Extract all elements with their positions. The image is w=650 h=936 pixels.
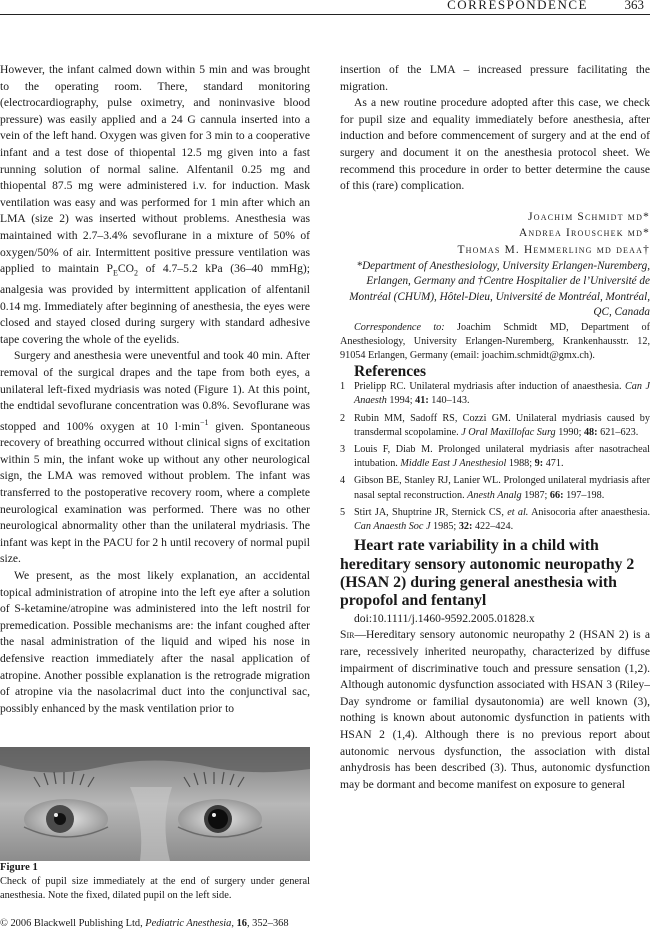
paragraph: insertion of the LMA – increased pressure facilitating the migration. [340,63,650,93]
figure-caption: Check of pupil size immediately at the end of surgery under general anesthesia. Note the fixed, dilated pupil on the left side. [0,876,310,901]
paragraph: Surgery and anesthesia were uneventful and took 40 min. After removal of the surgical drapes and the tape from both eyes, a unilateral left-fixed mydriasis was noted (Figure 1). At this point, the endtidal sevoflurane concentration was 0.8%. Sevoflurane was stopped and 100% oxygen at 10 $l\cdot\min^{-1}$ given. Spontaneous recovery of breathing occurred without clinical signs of excitation within 5 min, the infant woke up without any other neurological sign, the LMA was removed without problem. The infant was transferred to the postoperative recovery room, where a complete neurological examination was performed. There was no other neurological abnormality other than the unilateral mydriasis. The infant was kept in the PACU for 2 h until recovery of normal pupil size. [0,349,310,566]
page-footer: © 2006 Blackwell Publishing Ltd, Pediatric Anesthesia, 16, 352–368 [0,918,289,929]
header-page-number: 363 [624,0,644,12]
header-rule [0,14,650,15]
author-signatures [340,209,650,259]
author-signature: Joachim Schmidt md* [528,210,650,223]
paragraph: Sir—Hereditary sensory autonomic neuropathy 2 (HSAN 2) is a rare, recessively inherited neuropathy, characterized by diffuse impairment of discriminative touch and pressure sensation (1,2). Although autonomic dysfunction associated with HSAN 3 (Riley–Day syndrome or familial dysautonomia) are well known (3), nothing is known about autonomic dysfunction in patients with HSAN 2 (1,4). Although there is no previous report about autonomic nervous dysfunction, the association with distal anhydrosis has been described (3). Thus, autonomic dysfunction may be dormant and become manifest on exposure to general [340,628,650,791]
right-column [340,62,650,793]
reference-item: 5 Stirt JA, Shuptrine JR, Sternick CS, et al. Anisocoria after anaesthesia. Can Anaesth Soc J 1985; 32: 422–424. [340,506,650,532]
eyes-photo-icon [0,747,310,861]
references-list [340,380,650,534]
reference-item: 4 Gibson BE, Stanley RJ, Lanier WL. Prolonged unilateral mydriasis after nasal septal reconstruction. Anesth Analg 1987; 66: 197–198. [340,475,650,501]
article-title: Heart rate variability in a child with hereditary sensory autonomic neuropathy 2 (HSAN 2) during general anesthesia with propofol and fentanyl [340,537,635,610]
figure-label: Figure 1 [0,862,38,873]
correspondence: Correspondence to: Joachim Schmidt MD, Department of Anesthesiology, University Erlangen-Nuremberg, Krankenhausstr. 12, 91054 Erlangen, Germany (email: joachim.schmidt@gmx.ch). [340,321,650,362]
paragraph: We present, as the most likely explanation, an accidental topical administration of atropine into the left eye after a solution of S-ketamine/atropine was administered into the left nostril for premedication. Possible mechanisms are: the infant coughed after the nasal administration of the liquid and wiped his nose in defensive reaction immediately after the nasal application of atropine. Another possible explanation is the retrograde migration of atropine via the nasolacrimal duct into the conjunctival sac, possibly enhanced by the mask ventilation prior to [0,568,310,715]
reference-item: 3 Louis F, Diab M. Prolonged unilateral mydriasis after nasotracheal intubation. Middle East J Anesthesiol 1988; 9: 471. [340,443,650,470]
doi: doi:10.1111/j.1460-9592.2005.01828.x [354,611,535,625]
header-section: CORRESPONDENCE [447,0,588,12]
left-column [0,62,310,717]
author-signature: Thomas M. Hemmerling md deaa† [457,243,650,256]
reference-item: 2 Rubin MM, Sadoff RS, Cozzi GM. Unilateral mydriasis caused by transdermal scopolamine. J Oral Maxillofac Surg 1990; 48: 621–623. [340,412,650,438]
figure-photo [0,747,310,861]
affiliation: *Department of Anesthesiology, University Erlangen-Nuremberg, Erlangen, Germany and †Centre Hospitalier de l’Université de Montréal (CHUM), Hôtel-Dieu, Université de Montréal, Montréal, QC, Canada [349,259,650,319]
references-heading: References [354,362,427,380]
reference-item: 1 Prielipp RC. Unilateral mydriasis after induction of anaesthesia. Can J Anaesth 1994; 41: 140–143. [340,381,650,407]
running-header [0,0,650,14]
paragraph: However, the infant calmed down within 5 min and was brought to the operating room. There, standard monitoring (electrocardiography, pulse oximetry, and noninvasive blood pressure) was easily applied and a 24 G cannula inserted into a vein of the left hand. Oxygen was given for 3 min to a cooperative infant and a test dose of thiopental 12.5 mg given into a fast running solution of normal saline. Alfentanil 0.25 mg and thiopental 87.5 mg were administered i.v. for induction. Mask ventilation was easy and was performed for 1 min after which an LMA (size 2) was inserted without problems. Anesthesia was maintained with 2.7–3.4% sevoflurane in a mixture of 50% of oxygen/50% of air. Intermittent positive pressure ventilation was applied to maintain $P_ECO_2$ of 4.7–5.2 kPa (36–40 mmHg); analgesia was provided by intermittent application of alfentanil 0.14 mg. Immediately after beginning of anesthesia, the eyes were closed and stayed closed during surgery with standard adhesive tape covering the whole of the eyelids. [0,63,310,346]
author-signature: Andrea Irouschek md* [518,227,650,240]
paragraph: As a new routine procedure adopted after this case, we check for pupil size and equality immediately before anesthesia, after induction and before commencement of surgery and at the end of surgery and document it on the anesthesia protocol sheet. We recommend this procedure in order to better determine the cause of this (rare) complication. [340,96,650,193]
